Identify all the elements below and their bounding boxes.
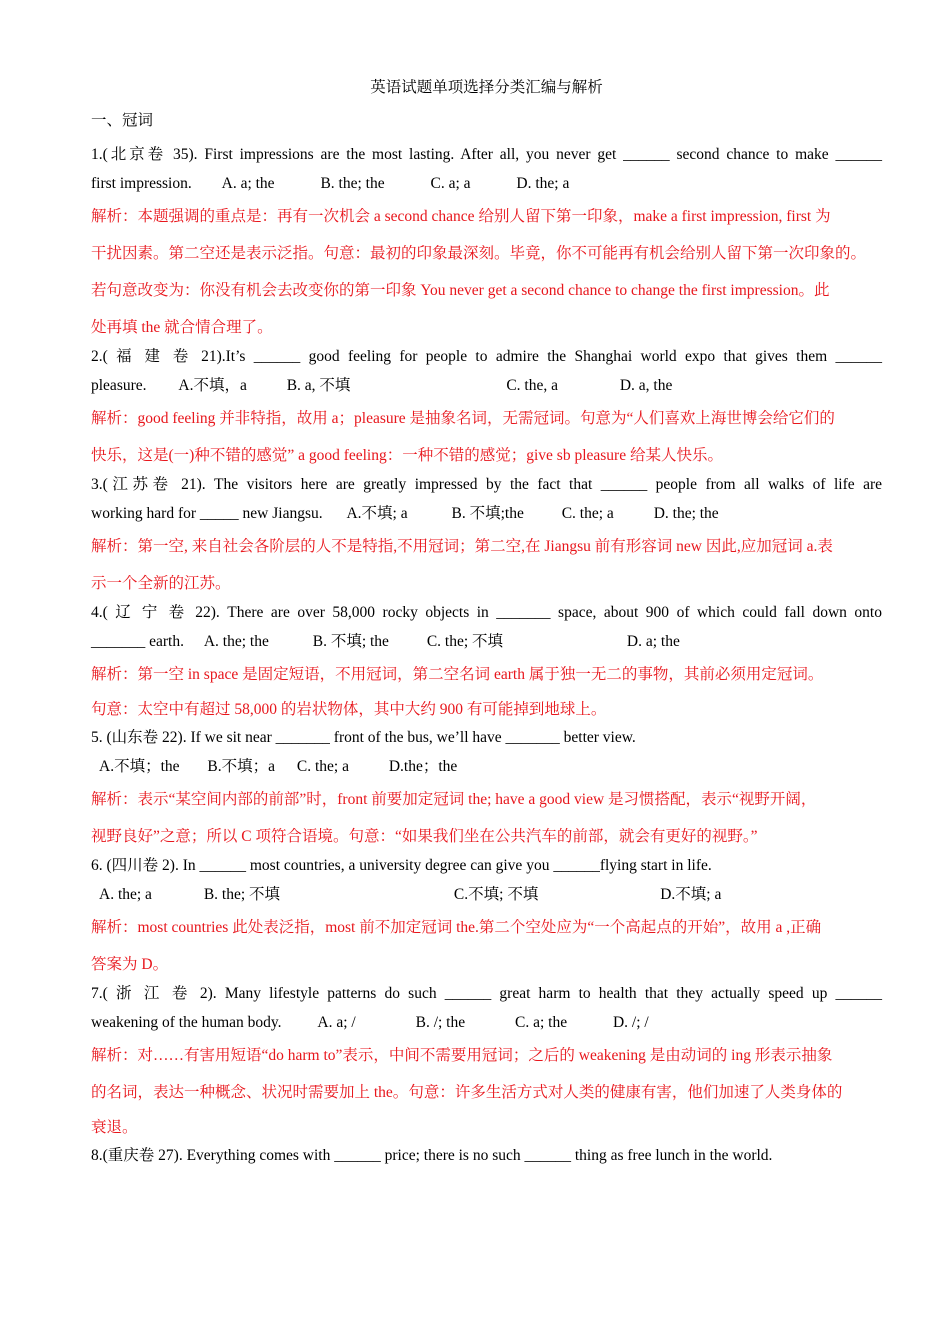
question-tail: weakening of the human body. xyxy=(91,1014,282,1031)
explanation-line: 解析：most countries 此处表泛指，most 前不加定冠词 the.第二个空处应为“一个高起点的开始”，故用 a ,正确 xyxy=(91,919,822,936)
question-stem: 1.(北京卷 35). First impressions are the most lasting. After all, you never get ______ second chance to make ______ xyxy=(91,146,882,163)
option-b: B. the; 不填 xyxy=(203,886,281,903)
option-c: C. a; the xyxy=(515,1014,568,1031)
option-b: B. a, 不填 xyxy=(286,377,351,394)
option-a: A.不填，a xyxy=(178,377,247,394)
option-a: A. a; / xyxy=(317,1014,356,1031)
option-c: C.不填; 不填 xyxy=(453,886,539,903)
explanation xyxy=(91,198,882,346)
question-8 xyxy=(91,1137,882,1174)
option-d: D. the; a xyxy=(516,175,570,192)
explanation-line: 解析：本题强调的重点是：再有一次机会 a second chance 给别人留下第一印象，make a first impression, first 为 xyxy=(91,208,831,225)
question-stem: 7.( 浙 江 卷 2). Many lifestyle patterns do such ______ great harm to health that they actually speed up ______ xyxy=(91,985,882,1002)
question-7 xyxy=(91,975,882,1145)
option-d: D.the；the xyxy=(388,758,458,775)
question-stem: 8.(重庆卷 27). Everything comes with ______ price; there is no such ______ thing as free lunch in the world. xyxy=(91,1147,773,1164)
explanation-line: 快乐，这是(一)种不错的感觉” a good feeling：一种不错的感觉；give sb pleasure 给某人快乐。 xyxy=(91,447,723,464)
question-tail: _______ earth. xyxy=(91,633,184,650)
explanation-line: 解析：表示“某空间内部的前部”时，front 前要加定冠词 the; have a good view 是习惯搭配，表示“视野开阔， xyxy=(91,791,817,808)
explanation-line: 答案为 D。 xyxy=(91,956,169,973)
explanation-line: 衰退。 xyxy=(91,1119,138,1136)
option-b: B. 不填;the xyxy=(451,505,524,522)
option-b: B. /; the xyxy=(415,1014,466,1031)
explanation-line: 解析：第一空 in space 是固定短语，不用冠词，第二空名词 earth 属于独一无二的事物，其前必须用定冠词。 xyxy=(91,666,824,683)
question-stem: 2.( 福 建 卷 21).It’s ______ good feeling for people to admire the Shanghai world expo that gives them ______ xyxy=(91,348,882,365)
explanation xyxy=(91,909,882,983)
page-title: 英语试题单项选择分类汇编与解析 xyxy=(370,79,603,96)
explanation-line: 干扰因素。第二空还是表示泛指。句意：最初的印象最深刻。毕竟，你不可能再有机会给别人留下第一次印象的。 xyxy=(91,245,867,262)
question-tail: working hard for _____ new Jiangsu. xyxy=(91,505,323,522)
explanation-line: 示一个全新的江苏。 xyxy=(91,575,231,592)
option-b: B. the; the xyxy=(320,175,385,192)
explanation xyxy=(91,1037,882,1145)
question-tail: pleasure. xyxy=(91,377,147,394)
explanation xyxy=(91,656,882,727)
option-d: D. a; the xyxy=(626,633,680,650)
option-b: B.不填；a xyxy=(207,758,275,775)
question-6 xyxy=(91,847,882,983)
explanation xyxy=(91,781,882,855)
option-d: D. the; the xyxy=(653,505,719,522)
question-1 xyxy=(91,136,882,346)
option-a: A.不填；the xyxy=(99,758,180,775)
option-c: C. the; a xyxy=(561,505,614,522)
explanation-line: 解析：good feeling 并非特指，故用 a；pleasure 是抽象名词，无需冠词。句意为“人们喜欢上海世博会给它们的 xyxy=(91,410,835,427)
section-heading: 一、冠词 xyxy=(91,112,154,129)
question-3 xyxy=(91,466,882,602)
option-c: C. the, a xyxy=(506,377,558,394)
question-2 xyxy=(91,338,882,474)
option-c: C. a; a xyxy=(430,175,471,192)
question-4 xyxy=(91,594,882,727)
option-a: A.不填; a xyxy=(346,505,408,522)
explanation-line: 解析：对……有害用短语“do harm to”表示，中间不需要用冠词；之后的 weakening 是由动词的 ing 形表示抽象 xyxy=(91,1047,833,1064)
option-a: A. the; the xyxy=(203,633,269,650)
question-tail: first impression. xyxy=(91,175,192,192)
question-stem: 6. (四川卷 2). In ______ most countries, a university degree can give you ______flying start in life. xyxy=(91,857,712,874)
option-a: A. a; the xyxy=(221,175,275,192)
question-stem: 3.(江苏卷 21). The visitors here are greatly impressed by the fact that ______ people from all walks of life are xyxy=(91,476,882,493)
explanation-line: 若句意改变为：你没有机会去改变你的第一印象 You never get a second chance to change the first impression。此 xyxy=(91,282,830,299)
option-d: D. a, the xyxy=(619,377,673,394)
option-b: B. 不填; the xyxy=(312,633,389,650)
question-5 xyxy=(91,719,882,855)
option-c: C. the; 不填 xyxy=(426,633,504,650)
option-d: D. /; / xyxy=(612,1014,649,1031)
explanation xyxy=(91,400,882,474)
explanation-line: 处再填 the 就合情合理了。 xyxy=(91,319,273,336)
option-d: D.不填; a xyxy=(660,886,722,903)
option-c: C. the; a xyxy=(296,758,349,775)
option-a: A. the; a xyxy=(99,886,152,903)
question-stem: 4.( 辽 宁 卷 22). There are over 58,000 rocky objects in _______ space, about 900 of which could fall down onto xyxy=(91,604,882,621)
explanation-line: 视野良好”之意；所以 C 项符合语境。句意：“如果我们坐在公共汽车的前部，就会有更好的视野。” xyxy=(91,828,758,845)
explanation-line: 句意：太空中有超过 58,000 的岩状物体，其中大约 900 有可能掉到地球上。 xyxy=(91,701,607,718)
explanation-line: 的名词，表达一种概念、状况时需要加上 the。句意：许多生活方式对人类的健康有害，他们加速了人类身体的 xyxy=(91,1084,843,1101)
explanation xyxy=(91,528,882,602)
options-row xyxy=(91,876,882,913)
explanation-line: 解析：第一空, 来自社会各阶层的人不是特指,不用冠词；第二空,在 Jiangsu 前有形容词 new 因此,应加冠词 a.表 xyxy=(91,538,833,555)
question-stem: 5. (山东卷 22). If we sit near _______ front of the bus, we’ll have _______ better view. xyxy=(91,729,636,746)
